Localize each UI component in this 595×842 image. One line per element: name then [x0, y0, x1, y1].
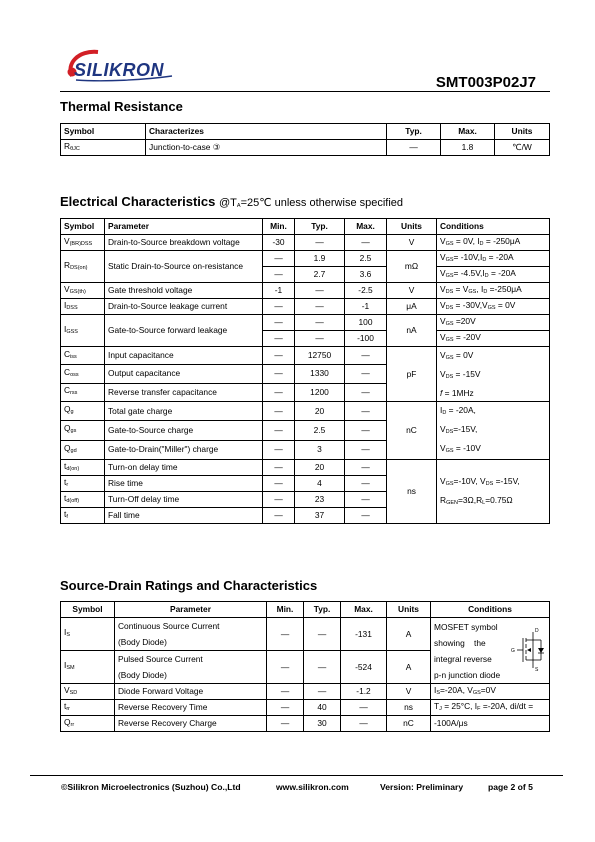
cond-cell: MOSFET symbol showing the integral reverse p-n junction diode D G S [431, 618, 550, 684]
cond-cell: $V_{GS}= -4.5V,I_D = -20A$ [437, 267, 550, 283]
param-cell: Input capacitance [105, 347, 263, 365]
typ-cell: — [295, 331, 345, 347]
symbol-cell: $t_{rr}$ [61, 700, 115, 716]
param-cell: Rise time [105, 476, 263, 492]
min-cell: — [267, 700, 304, 716]
table-row [61, 716, 550, 732]
typ-cell: — [304, 618, 341, 651]
mosfet-symbol-icon [509, 626, 547, 672]
cond-cell: $V_{GS} = 0V$, $I_D = -250\mu A$ [437, 235, 550, 251]
min-cell: — [263, 508, 295, 524]
max-cell: 100 [345, 315, 387, 331]
table-row [61, 251, 550, 267]
thermal-header-row [61, 124, 550, 140]
min-cell: -1 [263, 283, 295, 299]
max-cell: 1.8 [441, 140, 495, 156]
cond-cell: $V_{GS}= -10V,I_D = -20A$ [437, 251, 550, 267]
typ-cell: 30 [304, 716, 341, 732]
unit-cell: V [387, 283, 437, 299]
cond-cell: -100A/μs [431, 716, 550, 732]
max-cell: — [345, 476, 387, 492]
symbol-cell: $I_{DSS}$ [61, 299, 105, 315]
unit-cell: V [387, 684, 431, 700]
col-header: Conditions [437, 219, 550, 235]
col-header: Parameter [115, 602, 267, 618]
min-cell: -30 [263, 235, 295, 251]
param-cell: Gate threshold voltage [105, 283, 263, 299]
param-cell: Turn-on delay time [105, 460, 263, 476]
param-cell: Total gate charge [105, 402, 263, 421]
footer-divider [30, 775, 563, 776]
col-header: Max. [341, 602, 387, 618]
symbol-cell: $t_r$ [61, 476, 105, 492]
typ-cell: — [387, 140, 441, 156]
col-header: Min. [263, 219, 295, 235]
typ-cell: — [295, 283, 345, 299]
typ-cell: — [295, 315, 345, 331]
header-divider [60, 91, 550, 92]
cond-cell: $V_{GS} = -20V$ [437, 331, 550, 347]
electrical-header-row [61, 219, 550, 235]
max-cell: — [345, 235, 387, 251]
symbol-cell: $t_{d(off)}$ [61, 492, 105, 508]
max-cell: — [345, 508, 387, 524]
footer-website: www.silikron.com [276, 782, 349, 792]
param-cell: Diode Forward Voltage [115, 684, 267, 700]
symbol-cell: $I_S$ [61, 618, 115, 651]
min-cell: — [263, 402, 295, 421]
symbol-cell: $C_{rss}$ [61, 383, 105, 401]
unit-cell: ns [387, 700, 431, 716]
typ-cell: 23 [295, 492, 345, 508]
table-row [61, 140, 550, 156]
param-cell: Continuous Source Current (Body Diode) [115, 618, 267, 651]
max-cell: — [345, 440, 387, 459]
col-header: Typ. [295, 219, 345, 235]
param-cell: Fall time [105, 508, 263, 524]
cond-cell: $T_J = 25^\circ C$, $I_F =-20A$, di/dt = [431, 700, 550, 716]
thermal-table [60, 123, 550, 156]
symbol-cell: $I_{SM}$ [61, 651, 115, 684]
table-row [61, 299, 550, 315]
source-drain-header-row [61, 602, 550, 618]
table-row [61, 700, 550, 716]
symbol-cell: $R_{DS(on)}$ [61, 251, 105, 283]
source-label: S [535, 667, 539, 672]
symbol-cell: $V_{SD}$ [61, 684, 115, 700]
min-cell: — [263, 347, 295, 365]
min-cell: — [263, 460, 295, 476]
electrical-table [60, 218, 550, 524]
min-cell: — [263, 421, 295, 440]
footer-version: Version: Preliminary [380, 782, 464, 792]
symbol-cell: $C_{oss}$ [61, 365, 105, 383]
col-header: Units [495, 124, 550, 140]
symbol-cell: $Q_g$ [61, 402, 105, 421]
param-cell: Junction-to-case ③ [146, 140, 387, 156]
max-cell: — [345, 402, 387, 421]
max-cell: -1 [345, 299, 387, 315]
min-cell: — [267, 684, 304, 700]
typ-cell: — [295, 235, 345, 251]
typ-cell: — [304, 651, 341, 684]
unit-cell: ℃/W [495, 140, 550, 156]
thermal-title: Thermal Resistance [60, 99, 183, 114]
typ-cell: 37 [295, 508, 345, 524]
unit-cell: nC [387, 402, 437, 460]
drain-label: D [535, 628, 539, 634]
col-header: Units [387, 219, 437, 235]
cond-cell: $I_S=-20A$, $V_{GS}=0V$ [431, 684, 550, 700]
min-cell: — [263, 267, 295, 283]
param-cell: Output capacitance [105, 365, 263, 383]
logo-text: SILIKRON [74, 60, 165, 80]
unit-cell: mΩ [387, 251, 437, 283]
unit-cell: A [387, 618, 431, 651]
source-drain-table [60, 601, 550, 732]
table-row [61, 235, 550, 251]
max-cell: -100 [345, 331, 387, 347]
typ-cell: 12750 [295, 347, 345, 365]
symbol-cell: $t_f$ [61, 508, 105, 524]
symbol-cell: $V_{GS(th)}$ [61, 283, 105, 299]
typ-cell: 20 [295, 402, 345, 421]
footer-company: ©Silikron Microelectronics (Suzhou) Co.,Ltd [61, 782, 241, 792]
min-cell: — [263, 383, 295, 401]
min-cell: — [263, 476, 295, 492]
symbol-cell: $C_{iss}$ [61, 347, 105, 365]
param-cell: Gate-to-Source charge [105, 421, 263, 440]
typ-cell: 1330 [295, 365, 345, 383]
cond-cell: $V_{GS} = 0V$ $V_{DS} = -15V$ f = 1MHz [437, 347, 550, 402]
symbol-cell: $Q_{gs}$ [61, 421, 105, 440]
param-cell: Reverse Recovery Charge [115, 716, 267, 732]
col-header: Units [387, 602, 431, 618]
cond-cell: $V_{DS} = -30V,V_{GS} = 0V$ [437, 299, 550, 315]
param-cell: Turn-Off delay time [105, 492, 263, 508]
max-cell: 3.6 [345, 267, 387, 283]
cond-cell: $V_{GS}=-10V$, $V_{DS} =-15V$, $R_{GEN}=3\Omega,R_L=0.75\Omega$ [437, 460, 550, 524]
min-cell: — [263, 492, 295, 508]
unit-cell: μA [387, 299, 437, 315]
typ-cell: 40 [304, 700, 341, 716]
min-cell: — [263, 331, 295, 347]
unit-cell: pF [387, 347, 437, 402]
param-cell: Gate-to-Drain("Miller") charge [105, 440, 263, 459]
col-header: Typ. [304, 602, 341, 618]
cond-cell: $V_{DS} = V_{GS}$, $I_D =-250\mu A$ [437, 283, 550, 299]
param-cell: Drain-to-Source breakdown voltage [105, 235, 263, 251]
min-cell: — [263, 365, 295, 383]
param-cell: Drain-to-Source leakage current [105, 299, 263, 315]
max-cell: — [345, 347, 387, 365]
electrical-title: Electrical Characteristics $@T_A=25℃$ unless otherwise specified [60, 194, 404, 209]
table-row [61, 347, 550, 365]
typ-cell: 20 [295, 460, 345, 476]
max-cell: — [345, 365, 387, 383]
col-header: Symbol [61, 124, 146, 140]
symbol-cell: $t_{d(on)}$ [61, 460, 105, 476]
col-header: Max. [441, 124, 495, 140]
max-cell: -1.2 [341, 684, 387, 700]
min-cell: — [263, 440, 295, 459]
col-header: Parameter [105, 219, 263, 235]
max-cell: -524 [341, 651, 387, 684]
table-row [61, 684, 550, 700]
gate-label: G [511, 648, 515, 654]
max-cell: -131 [341, 618, 387, 651]
unit-cell: V [387, 235, 437, 251]
col-header: Conditions [431, 602, 550, 618]
col-header: Max. [345, 219, 387, 235]
max-cell: — [341, 716, 387, 732]
param-cell: Static Drain-to-Source on-resistance [105, 251, 263, 283]
max-cell: — [345, 421, 387, 440]
symbol-cell: $Q_{rr}$ [61, 716, 115, 732]
table-row [61, 315, 550, 331]
table-row [61, 283, 550, 299]
symbol-cell: $R_{\theta JC}$ [61, 140, 146, 156]
typ-cell: — [295, 299, 345, 315]
col-header: Characterizes [146, 124, 387, 140]
min-cell: — [267, 618, 304, 651]
typ-cell: 2.7 [295, 267, 345, 283]
footer-page: page 2 of 5 [488, 782, 533, 792]
col-header: Typ. [387, 124, 441, 140]
unit-cell: nA [387, 315, 437, 347]
table-row [61, 618, 550, 651]
col-header: Min. [267, 602, 304, 618]
source-drain-title: Source-Drain Ratings and Characteristics [60, 578, 318, 593]
cond-cell: $I_D = -20A$, $V_{DS}=-15V$, $V_{GS} = -10V$ [437, 402, 550, 460]
typ-cell: 3 [295, 440, 345, 459]
min-cell: — [263, 299, 295, 315]
min-cell: — [267, 716, 304, 732]
typ-cell: 2.5 [295, 421, 345, 440]
table-row [61, 460, 550, 476]
max-cell: 2.5 [345, 251, 387, 267]
typ-cell: 1.9 [295, 251, 345, 267]
typ-cell: — [304, 684, 341, 700]
typ-cell: 1200 [295, 383, 345, 401]
col-header: Symbol [61, 219, 105, 235]
max-cell: — [341, 700, 387, 716]
typ-cell: 4 [295, 476, 345, 492]
min-cell: — [267, 651, 304, 684]
table-row [61, 402, 550, 421]
electrical-subtitle: $@T_A=25℃$ unless otherwise specified [219, 197, 404, 209]
param-cell: Gate-to-Source forward leakage [105, 315, 263, 347]
max-cell: — [345, 492, 387, 508]
part-number: SMT003P02J7 [435, 74, 536, 91]
max-cell: -2.5 [345, 283, 387, 299]
min-cell: — [263, 315, 295, 331]
symbol-cell: $I_{GSS}$ [61, 315, 105, 347]
param-cell: Reverse transfer capacitance [105, 383, 263, 401]
min-cell: — [263, 251, 295, 267]
max-cell: — [345, 383, 387, 401]
cond-cell: $V_{GS} =20V$ [437, 315, 550, 331]
unit-cell: ns [387, 460, 437, 524]
param-cell: Pulsed Source Current (Body Diode) [115, 651, 267, 684]
unit-cell: A [387, 651, 431, 684]
col-header: Symbol [61, 602, 115, 618]
unit-cell: nC [387, 716, 431, 732]
company-logo [64, 46, 176, 86]
symbol-cell: $Q_{gd}$ [61, 440, 105, 459]
max-cell: — [345, 460, 387, 476]
symbol-cell: $V_{(BR)DSS}$ [61, 235, 105, 251]
param-cell: Reverse Recovery Time [115, 700, 267, 716]
